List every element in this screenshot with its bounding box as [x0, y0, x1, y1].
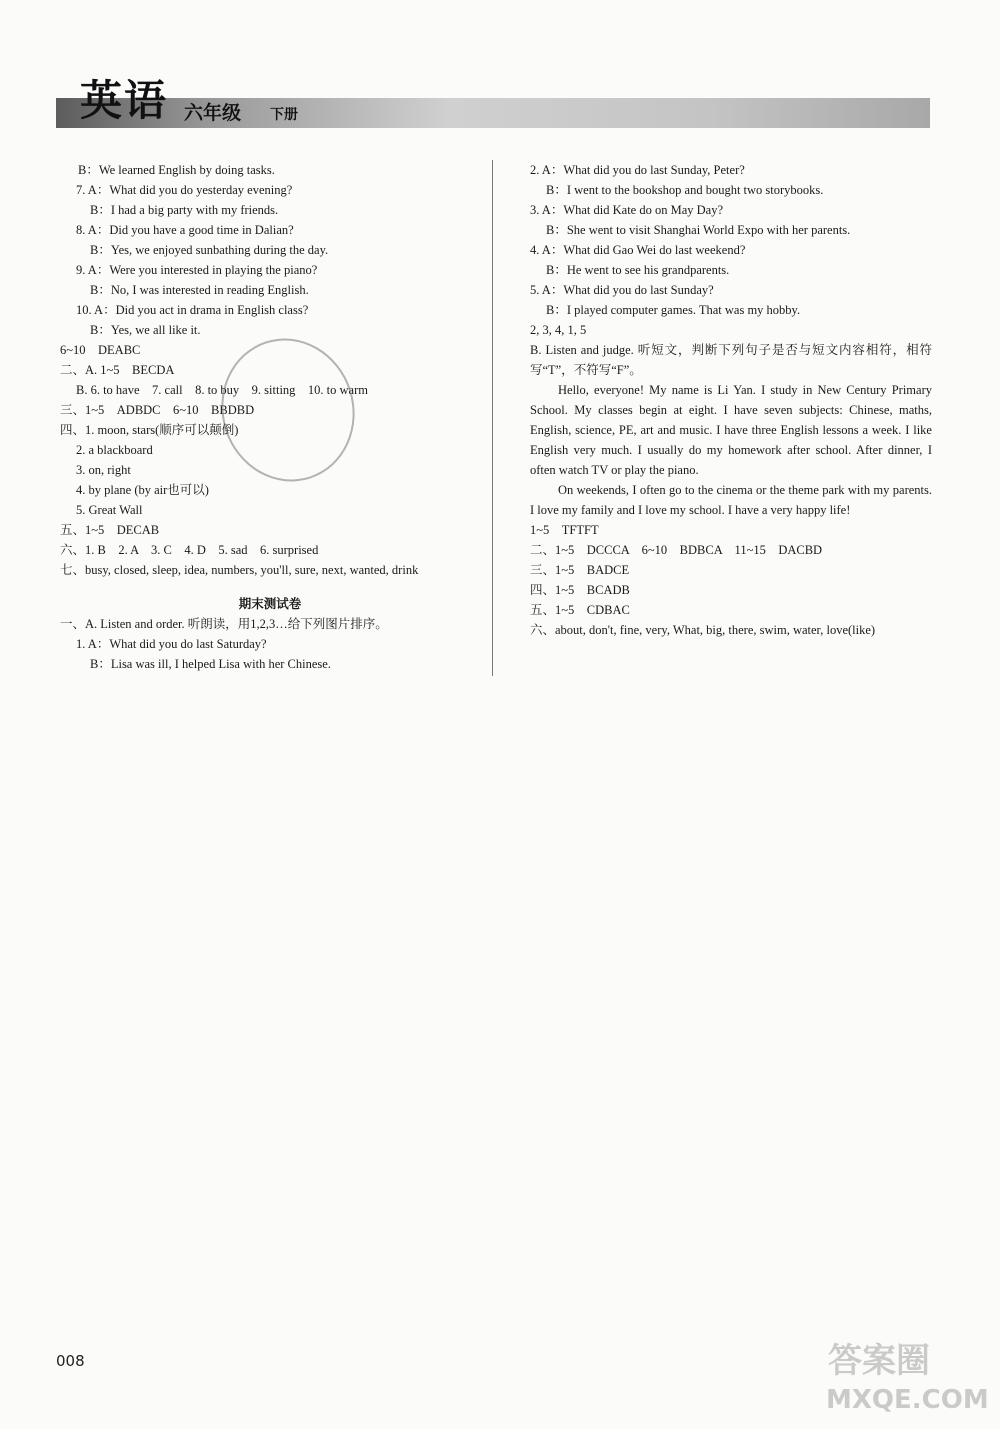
instruction-paragraph: B. Listen and judge. 听短文，判断下列句子是否与短文内容相符，相符写“T”，不符写“F”。 [530, 343, 932, 377]
answer-line: B：No, I was interested in reading English. [90, 283, 309, 297]
answer-line: 3. A：What did Kate do on May Day? [530, 203, 724, 217]
answer-line: 二、A. 1~5 BECDA [60, 363, 175, 377]
answer-line: B：She went to visit Shanghai World Expo with her parents. [546, 223, 851, 237]
answer-line: 3. on, right [76, 463, 131, 477]
answer-line: 2, 3, 4, 1, 5 [530, 323, 587, 337]
answer-line: B. 6. to have 7. call 8. to buy 9. sitting 10. to warm [76, 383, 368, 397]
answer-line: 七、busy, closed, sleep, idea, numbers, you'll, sure, next, wanted, drink [60, 563, 419, 577]
page-number: 008 [56, 1352, 85, 1370]
answer-line: 六、1. B 2. A 3. C 4. D 5. sad 6. surprised [60, 543, 319, 557]
right-column [530, 160, 932, 640]
answer-line: 7. A：What did you do yesterday evening? [76, 183, 293, 197]
watermark-logo [820, 1334, 990, 1414]
volume-label: 下册 [270, 107, 298, 123]
watermark-top: 答案圈 [828, 1341, 930, 1381]
answer-line: B：We learned English by doing tasks. [78, 163, 275, 177]
answer-line: 四、1~5 BCADB [530, 583, 630, 597]
answer-line: 4. A：What did Gao Wei do last weekend? [530, 243, 746, 257]
answer-line: 2. A：What did you do last Sunday, Peter? [530, 163, 745, 177]
answer-line: 1. A：What did you do last Saturday? [76, 637, 267, 651]
answer-line: 五、1~5 DECAB [60, 523, 160, 537]
subject-title: 英语 [80, 76, 169, 125]
answer-line: 1~5 TFTFT [530, 523, 599, 537]
answer-line: 10. A：Did you act in drama in English class? [76, 303, 309, 317]
answer-line: 6~10 DEABC [60, 343, 141, 357]
column-divider [492, 160, 493, 676]
answer-line: 5. A：What did you do last Sunday? [530, 283, 714, 297]
answer-line: 五、1~5 CDBAC [530, 603, 630, 617]
watermark-bottom: MXQE.COM [826, 1385, 989, 1414]
answer-line: B：I had a big party with my friends. [90, 203, 279, 217]
answer-line: B：Yes, we enjoyed sunbathing during the day. [90, 243, 329, 257]
answer-line: 8. A：Did you have a good time in Dalian? [76, 223, 294, 237]
answer-line: 一、A. Listen and order. 听朗读，用1,2,3…给下列图片排序。 [60, 617, 388, 631]
answer-line: B：He went to see his grandparents. [546, 263, 730, 277]
answer-line: 四、1. moon, stars(顺序可以颠倒) [60, 423, 239, 437]
answer-line: 9. A：Were you interested in playing the piano? [76, 263, 318, 277]
passage-paragraph: Hello, everyone! My name is Li Yan. I study in New Century Primary School. My classes begin at eight. I have seven subjects: Chinese, maths, English, science, PE, art and music. I have three English lessons a week. I like English very much. I usually do my homework after school. After dinner, I often watch TV or play the piano. [530, 383, 932, 477]
exam-section-title: 期末测试卷 [238, 596, 302, 611]
answer-line: 三、1~5 ADBDC 6~10 BBDBD [60, 403, 255, 417]
answer-line: 二、1~5 DCCCA 6~10 BDBCA 11~15 DACBD [530, 543, 823, 557]
answer-line: B：I went to the bookshop and bought two storybooks. [546, 183, 824, 197]
answer-line: 2. a blackboard [76, 443, 153, 457]
answer-line: B：Lisa was ill, I helped Lisa with her Chinese. [90, 657, 331, 671]
grade-label: 六年级 [184, 102, 242, 124]
answer-line: 5. Great Wall [76, 503, 143, 517]
answer-line: 六、about, don't, fine, very, What, big, there, swim, water, love(like) [530, 623, 876, 637]
answer-line: 4. by plane (by air也可以) [76, 483, 209, 497]
answer-line: 三、1~5 BADCE [530, 563, 630, 577]
answer-line: B：I played computer games. That was my hobby. [546, 303, 801, 317]
answer-line: B：Yes, we all like it. [90, 323, 201, 337]
passage-paragraph: On weekends, I often go to the cinema or the theme park with my parents. I love my family and I love my school. I have a very happy life! [530, 483, 932, 517]
